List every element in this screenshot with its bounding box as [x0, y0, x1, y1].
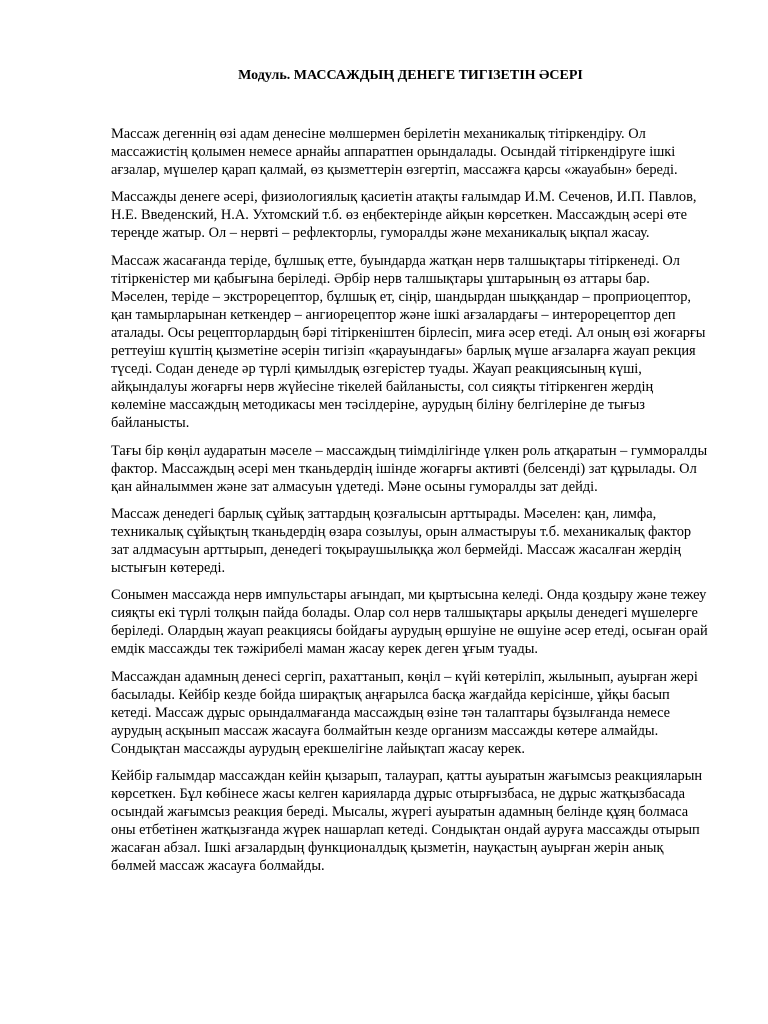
paragraph-4: Тағы бір көңіл аударатын мәселе – массаждың тиімділігінде үлкен роль атқаратын – гуммoралды фактор. Массаждың әсері мен тканьдердің ішінде жоғарғы активті (белсенді) зат құрылады. Ол қан айналыммен және зат алмасуын үдетеді. Мәне осыны гуморалды зат дейді. — [111, 442, 708, 495]
paragraph-5: Массаж денедегі барлық сұйық заттардың қозғалысын арттырады. Мәселен: қан, лимфа, техникалық сұйықтың тканьдердің өзара созылуы, орын алмастыруы т.б. механикалық фактор зат алдмасуын арттырып, денедегі тоқыраушылыққа жол бермейді. Массаж жасалған жердің ыстығын көтереді. — [111, 505, 692, 577]
paragraph-2: Массажды денеге әсері, физиологиялық қасиетін атақты ғалымдар И.М. Сеченов, И.П. Павлов, Н.Е. Введенский, Н.А. Ухтомский т.б. өз еңбектерінде айқын көрсеткен. Массаждың әсері өте тереңде жатыр. Ол – нервті – рефлекторлы, гуморалды және механикалық ықпал жасау. — [111, 189, 697, 242]
paragraph-8: Кейбір ғалымдар массаждан кейін қызарып, талаурап, қатты ауыратын жағымсыз реакцияларын көрсеткен. Бұл көбінесе жасы келген карияларда дұрыс отырғызбаса, не дұрыс жатқызбасада осындай жағымсыз реакция береді. Мысалы, жүрегі ауыратын адамның белінде құяң болмаса оны етбетінен жатқызғанда жүрек нашарлап кетеді. Сондықтан ондай ауруға массажды отырып жасаған абзал. Ішкі ағзалардың функционалдық қызметін, науқастың ауырған жерін анық бөлмей массаж жасауға болмайды. — [111, 768, 703, 875]
paragraph-1: Массаж дегеннің өзі адам денесіне мөлшермен берілетін механикалық тітіркендіру. Ол массажистің қолымен немесе арнайы аппаратпен орындалады. Осындай тітіркендіруге ішкі ағзалар, мүшелер қарап қалмай, өз қызметтерін өзгертіп, массажға қарсы «жауабын» береді. — [111, 126, 678, 179]
document-title: Модуль. МАССАЖДЫҢ ДЕНЕГЕ ТИГІЗЕТІН ӘСЕРІ — [238, 68, 583, 83]
paragraph-7: Массаждан адамның денесі сергіп, рахаттанып, көңіл – күйі көтеріліп, жылынып, ауырған жері басылады. Кейбір кезде бойда ширақтық аңғарылса басқа жағдайда керісінше, ұйқы басып кетеді. Массаж дұрыс орындалмағанда массаждың өзіне тән талаптары бұзылғанда немесе аурудың асқынып массаж жасауға болмайтын кезде организм массажды көтере алмайды. Сондықтан массажды аурудың ерекшелігіне лайықтап жасау керек. — [111, 668, 698, 757]
paragraph-3: Массаж жасағанда теріде, бұлшық етте, буындарда жатқан нерв талшықтары тітіркенеді. Ол тітіркеністер ми қабығына беріледі. Әрбір нерв талшықтары ұштарының өз аттары бар. Мәселен, теріде – экстрорецептор, бұлшық ет, сіңір, шандырдан шыққандар – проприоцептор, қан тамырларынан кеткендер – ангиорецептор және ішкі ағзалардағы – интерорецептор деп аталады. Осы рецепторлардың бәрі тітіркеніштен бірлесіп, миға әсер етеді. Ал оның өзі жоғарғы реттеуіш күштің қызметіне әсерін тигізіп «қарауындағы» барлық мүше ағзаларға жауап рекция түседі. Содан денеде әр түрлі қимылдық өзгерістер туады. Жауап реакциясының күші, айқындалуы жоғарғы нерв жүйесіне тікелей байланысты, сол сияқты тітіркенген жердің көлеміне массаждың методикасы мен тәсілдеріне, аурудың біліну белгілеріне де тығыз байланысты. — [111, 252, 706, 432]
paragraph-6: Сонымен массажда нерв импульстары ағындап, ми қыртысына келеді. Онда қоздыру және тежеу сияқты екі түрлі толқын пайда болады. Олар сол нерв талшықтары арқылы денедегі мүшелерге беріледі. Олардың жауап реакциясы бойдағы аурудың өршуіне не өшуіне әсер етеді, осыған орай емдік массажды тек тәжірибелі маман жасау керек деген ұғым туады. — [111, 587, 708, 658]
